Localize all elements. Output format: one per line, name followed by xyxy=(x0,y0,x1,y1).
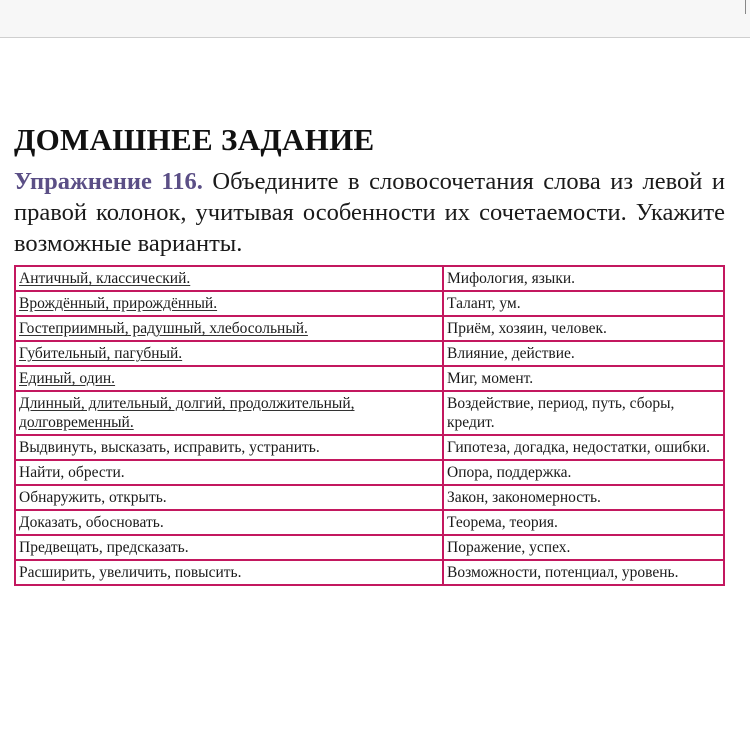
left-words: Античный, классический. xyxy=(19,270,191,287)
exercise-text xyxy=(14,166,725,259)
left-column-cell xyxy=(15,316,443,341)
table-row xyxy=(15,460,724,485)
left-words: Расширить, увеличить, повысить. xyxy=(19,564,242,581)
left-column-cell xyxy=(15,460,443,485)
left-words: Выдвинуть, высказать, исправить, устранить. xyxy=(19,439,320,456)
right-column-cell xyxy=(443,316,724,341)
table-row xyxy=(15,535,724,560)
left-column-cell xyxy=(15,510,443,535)
top-bar xyxy=(0,0,750,38)
right-words: Талант, ум. xyxy=(447,295,521,312)
table-row xyxy=(15,291,724,316)
left-words: Губительный, пагубный. xyxy=(19,345,183,362)
right-words: Теорема, теория. xyxy=(447,514,558,531)
left-words: Длинный, длительный, долгий, продолжительный, долговременный. xyxy=(19,395,355,431)
right-words: Приём, хозяин, человек. xyxy=(447,320,607,337)
right-words: Мифология, языки. xyxy=(447,270,576,287)
right-column-cell xyxy=(443,485,724,510)
table-row xyxy=(15,366,724,391)
left-column-cell xyxy=(15,366,443,391)
table-row xyxy=(15,391,724,435)
table-row xyxy=(15,510,724,535)
left-words: Доказать, обосновать. xyxy=(19,514,164,531)
left-words: Врождённый, прирождённый. xyxy=(19,295,218,312)
right-words: Миг, момент. xyxy=(447,370,534,387)
left-column-cell xyxy=(15,391,443,435)
table-row xyxy=(15,316,724,341)
left-words: Гостеприимный, радушный, хлебосольный. xyxy=(19,320,308,337)
left-words: Обнаружить, открыть. xyxy=(19,489,167,506)
right-column-cell xyxy=(443,391,724,435)
left-words: Единый, один. xyxy=(19,370,116,387)
left-words: Предвещать, предсказать. xyxy=(19,539,189,556)
right-column-cell xyxy=(443,266,724,291)
table-row xyxy=(15,341,724,366)
right-words: Возможности, потенциал, уровень. xyxy=(447,564,679,581)
table-row xyxy=(15,266,724,291)
right-words: Влияние, действие. xyxy=(447,345,575,362)
right-words: Закон, закономерность. xyxy=(447,489,601,506)
page-title: ДОМАШНЕЕ ЗАДАНИЕ xyxy=(14,122,375,157)
right-column-cell xyxy=(443,560,724,585)
left-column-cell xyxy=(15,341,443,366)
right-column-cell xyxy=(443,460,724,485)
right-column-cell xyxy=(443,510,724,535)
left-column-cell xyxy=(15,535,443,560)
left-column-cell xyxy=(15,435,443,460)
table-row xyxy=(15,560,724,585)
right-column-cell xyxy=(443,366,724,391)
right-words: Поражение, успех. xyxy=(447,539,571,556)
right-column-cell xyxy=(443,341,724,366)
right-words: Гипотеза, догадка, недостатки, ошибки. xyxy=(447,439,711,456)
table-row xyxy=(15,485,724,510)
right-words: Воздействие, период, путь, сборы, кредит. xyxy=(447,395,675,431)
left-column-cell xyxy=(15,266,443,291)
left-column-cell xyxy=(15,291,443,316)
right-words: Опора, поддержка. xyxy=(447,464,572,481)
page-content xyxy=(14,120,725,586)
right-column-cell xyxy=(443,435,724,460)
table-row xyxy=(15,435,724,460)
exercise-instructions: Объедините в словосочетания слова из левой и правой колонок, учитывая особенности их сочетаемости. Укажите возможные варианты. xyxy=(14,168,726,257)
right-column-cell xyxy=(443,291,724,316)
top-bar-divider xyxy=(745,0,746,14)
word-table xyxy=(14,265,725,586)
left-words: Найти, обрести. xyxy=(19,464,125,481)
left-column-cell xyxy=(15,560,443,585)
left-column-cell xyxy=(15,485,443,510)
exercise-label: Упражнение 116. xyxy=(14,168,203,195)
right-column-cell xyxy=(443,535,724,560)
